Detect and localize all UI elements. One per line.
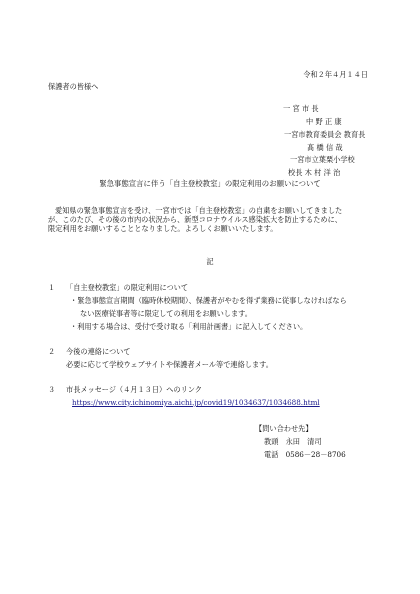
signatory-mayor-title: 一 宮 市 長 bbox=[283, 104, 319, 113]
signatory-school: 一宮市立葉栗小学校 bbox=[290, 155, 355, 164]
body-line: 愛知県の緊急事態宣言を受け、一宮市では「自主登校教室」の自粛をお願いしてきました bbox=[55, 206, 343, 215]
addressee: 保護者の皆様へ bbox=[48, 82, 99, 91]
document-date: 令和２年４月１４日 bbox=[303, 70, 368, 79]
body-line: が、このたび、その後の市内の状況から、新型コロナウイルス感染拡大を防止するために、 bbox=[48, 215, 342, 224]
item-3-number: ３ bbox=[48, 385, 56, 394]
signatory-mayor-name: 中 野 正 康 bbox=[306, 117, 342, 126]
document-title: 緊急事態宣言に伴う「自主登校教室」の限定利用のお願いについて bbox=[99, 179, 321, 188]
item-2-heading: 今後の連絡について bbox=[66, 347, 131, 356]
item-1-bullet-1: ・緊急事態宣言期間（臨時休校期間）、保護者がやむを得ず業務に従事しなければなら bbox=[70, 296, 347, 305]
item-2-text: 必要に応じて学校ウェブサイトや保護者メール等で連絡します。 bbox=[66, 360, 273, 369]
body-paragraph bbox=[48, 206, 374, 233]
item-3-heading: 市長メッセージ（４月１３日）へのリンク bbox=[66, 385, 202, 394]
signatory-board-title: 一宮市教育委員会 教育長 bbox=[284, 130, 366, 139]
item-1-number: １ bbox=[48, 283, 56, 292]
item-2-number: ２ bbox=[48, 347, 56, 356]
contact-teacher: 教頭 永田 清司 bbox=[264, 437, 322, 446]
item-1-bullet-1-cont: ない医療従事者等に限定しての利用をお願いします。 bbox=[80, 309, 252, 318]
ki-heading: 記 bbox=[206, 257, 214, 266]
contact-phone: 電話 0586－28－8706 bbox=[264, 450, 346, 459]
signatory-principal: 校長 木 村 洋 治 bbox=[288, 168, 341, 177]
item-1-heading: 「自主登校教室」の限定利用について bbox=[66, 283, 189, 292]
body-line: 限定利用をお願いすることとなりました。よろしくお願いいたします。 bbox=[48, 224, 278, 233]
contact-heading: 【問い合わせ先】 bbox=[255, 424, 313, 433]
mayor-message-link[interactable]: https://www.city.ichinomiya.aichi.jp/covid19/1034637/1034688.html bbox=[72, 398, 320, 407]
item-1-bullet-2: ・利用する場合は、受付で受け取る「利用計画書」に記入してください。 bbox=[70, 322, 308, 331]
signatory-board-name: 髙 橋 信 哉 bbox=[307, 143, 343, 152]
